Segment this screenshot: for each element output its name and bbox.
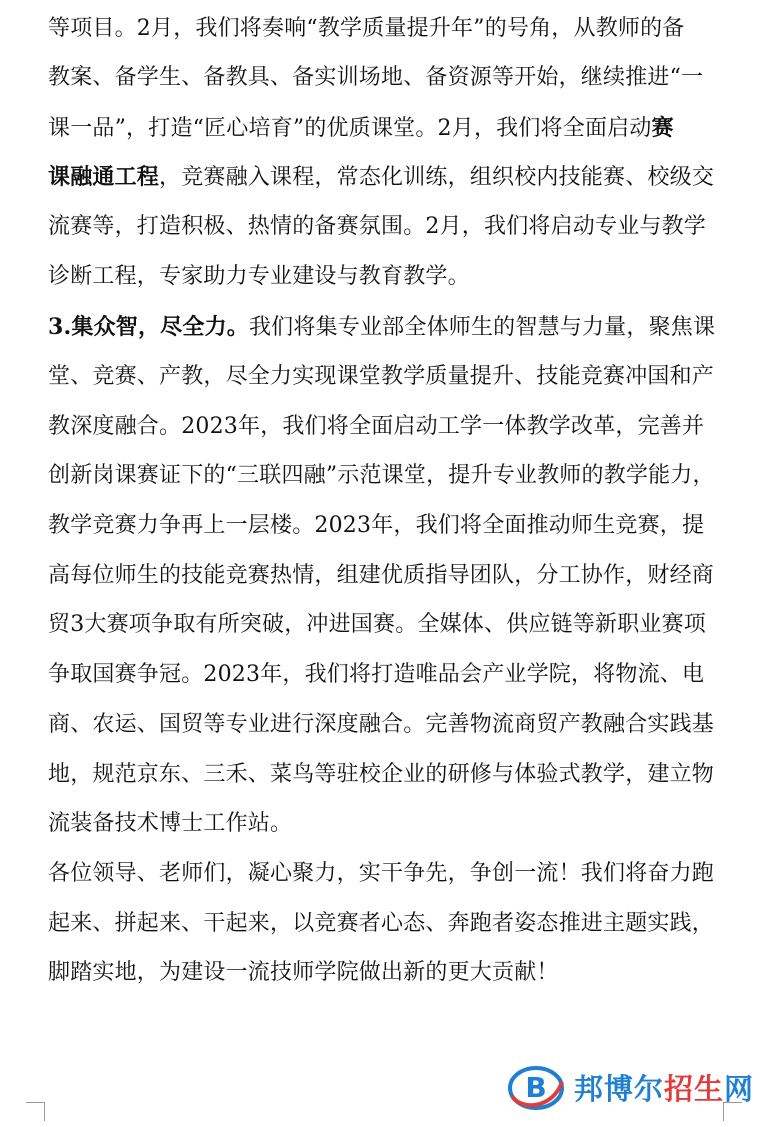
text-line-3 [48,113,674,144]
text-line-13: 贸3大赛项争取有所突破，冲进国赛。全媒体、供应链等新职业赛项 [48,612,706,637]
text-line-1: 等项目。2月，我们将奏响“教学质量提升年”的号角，从教师的备 [48,16,685,41]
text-line-7 [48,312,715,343]
text-line-16: 地，规范京东、三禾、菜鸟等驻校企业的研修与体验式教学，建立物 [48,762,715,787]
watermark-text-part2: 招生 [663,1071,724,1106]
text-line-15: 商、农运、国贸等专业进行深度融合。完善物流商贸产教融合实践基 [48,712,715,737]
text-line-7-body: 我们将集专业部全体师生的智慧与力量，聚焦课 [248,315,716,340]
text-line-10: 创新岗课赛证下的“三联四融”示范课堂，提升专业教师的教学能力， [48,463,715,488]
text-line-5: 流赛等，打造积极、热情的备赛氛围。2月，我们将启动专业与教学 [48,214,706,239]
section-heading: 3.集众智，尽全力。 [48,314,249,340]
page-corner-mark-left [26,1102,45,1121]
bold-fragment: 课融通工程 [48,164,160,190]
text-line-12: 高每位师生的技能竞赛热情，组建优质指导团队，分工协作，财经商 [48,563,715,588]
watermark-text [574,1067,754,1108]
text-line-19: 起来、拼起来、干起来，以竞赛者心态、奔跑者姿态推进主题实践， [48,911,715,936]
text-line-14: 争取国赛争冠。2023年，我们将打造唯品会产业学院，将物流、电 [48,662,705,687]
text-line-17: 流装备技术博士工作站。 [48,811,293,836]
watermark-text-part3: 网 [723,1071,754,1106]
text-line-18: 各位领导、老师们，凝心聚力，实干争先，争创一流！我们将奋力跑 [48,861,715,886]
text-line-4-body: ，竞赛融入课程，常态化训练，组织校内技能赛、校级交 [159,165,715,190]
watermark [506,1059,754,1115]
text-line-9: 教深度融合。2023年，我们将全面启动工学一体教学改革，完善并 [48,414,705,439]
text-line-20: 脚踏实地，为建设一流技师学院做出新的更大贡献！ [48,960,559,985]
text-line-6: 诊断工程，专家助力专业建设与教育教学。 [48,264,470,289]
text-line-4 [48,162,714,193]
text-line-8: 堂、竞赛、产教，尽全力实现课堂教学质量提升、技能竞赛冲国和产 [48,364,715,389]
bold-fragment: 赛 [651,115,674,141]
watermark-logo-icon [506,1062,566,1112]
text-line-11: 教学竞赛力争再上一层楼。2023年，我们将全面推动师生竞赛，提 [48,513,705,538]
text-line-2: 教案、备学生、备教具、备实训场地、备资源等开始，继续推进“一 [48,65,704,90]
svg-text:B: B [525,1071,547,1104]
text-line-3-body: 课一品”，打造“匠心培育”的优质课堂。2月，我们将全面启动 [48,116,652,141]
watermark-text-part1: 邦博尔 [573,1071,664,1106]
